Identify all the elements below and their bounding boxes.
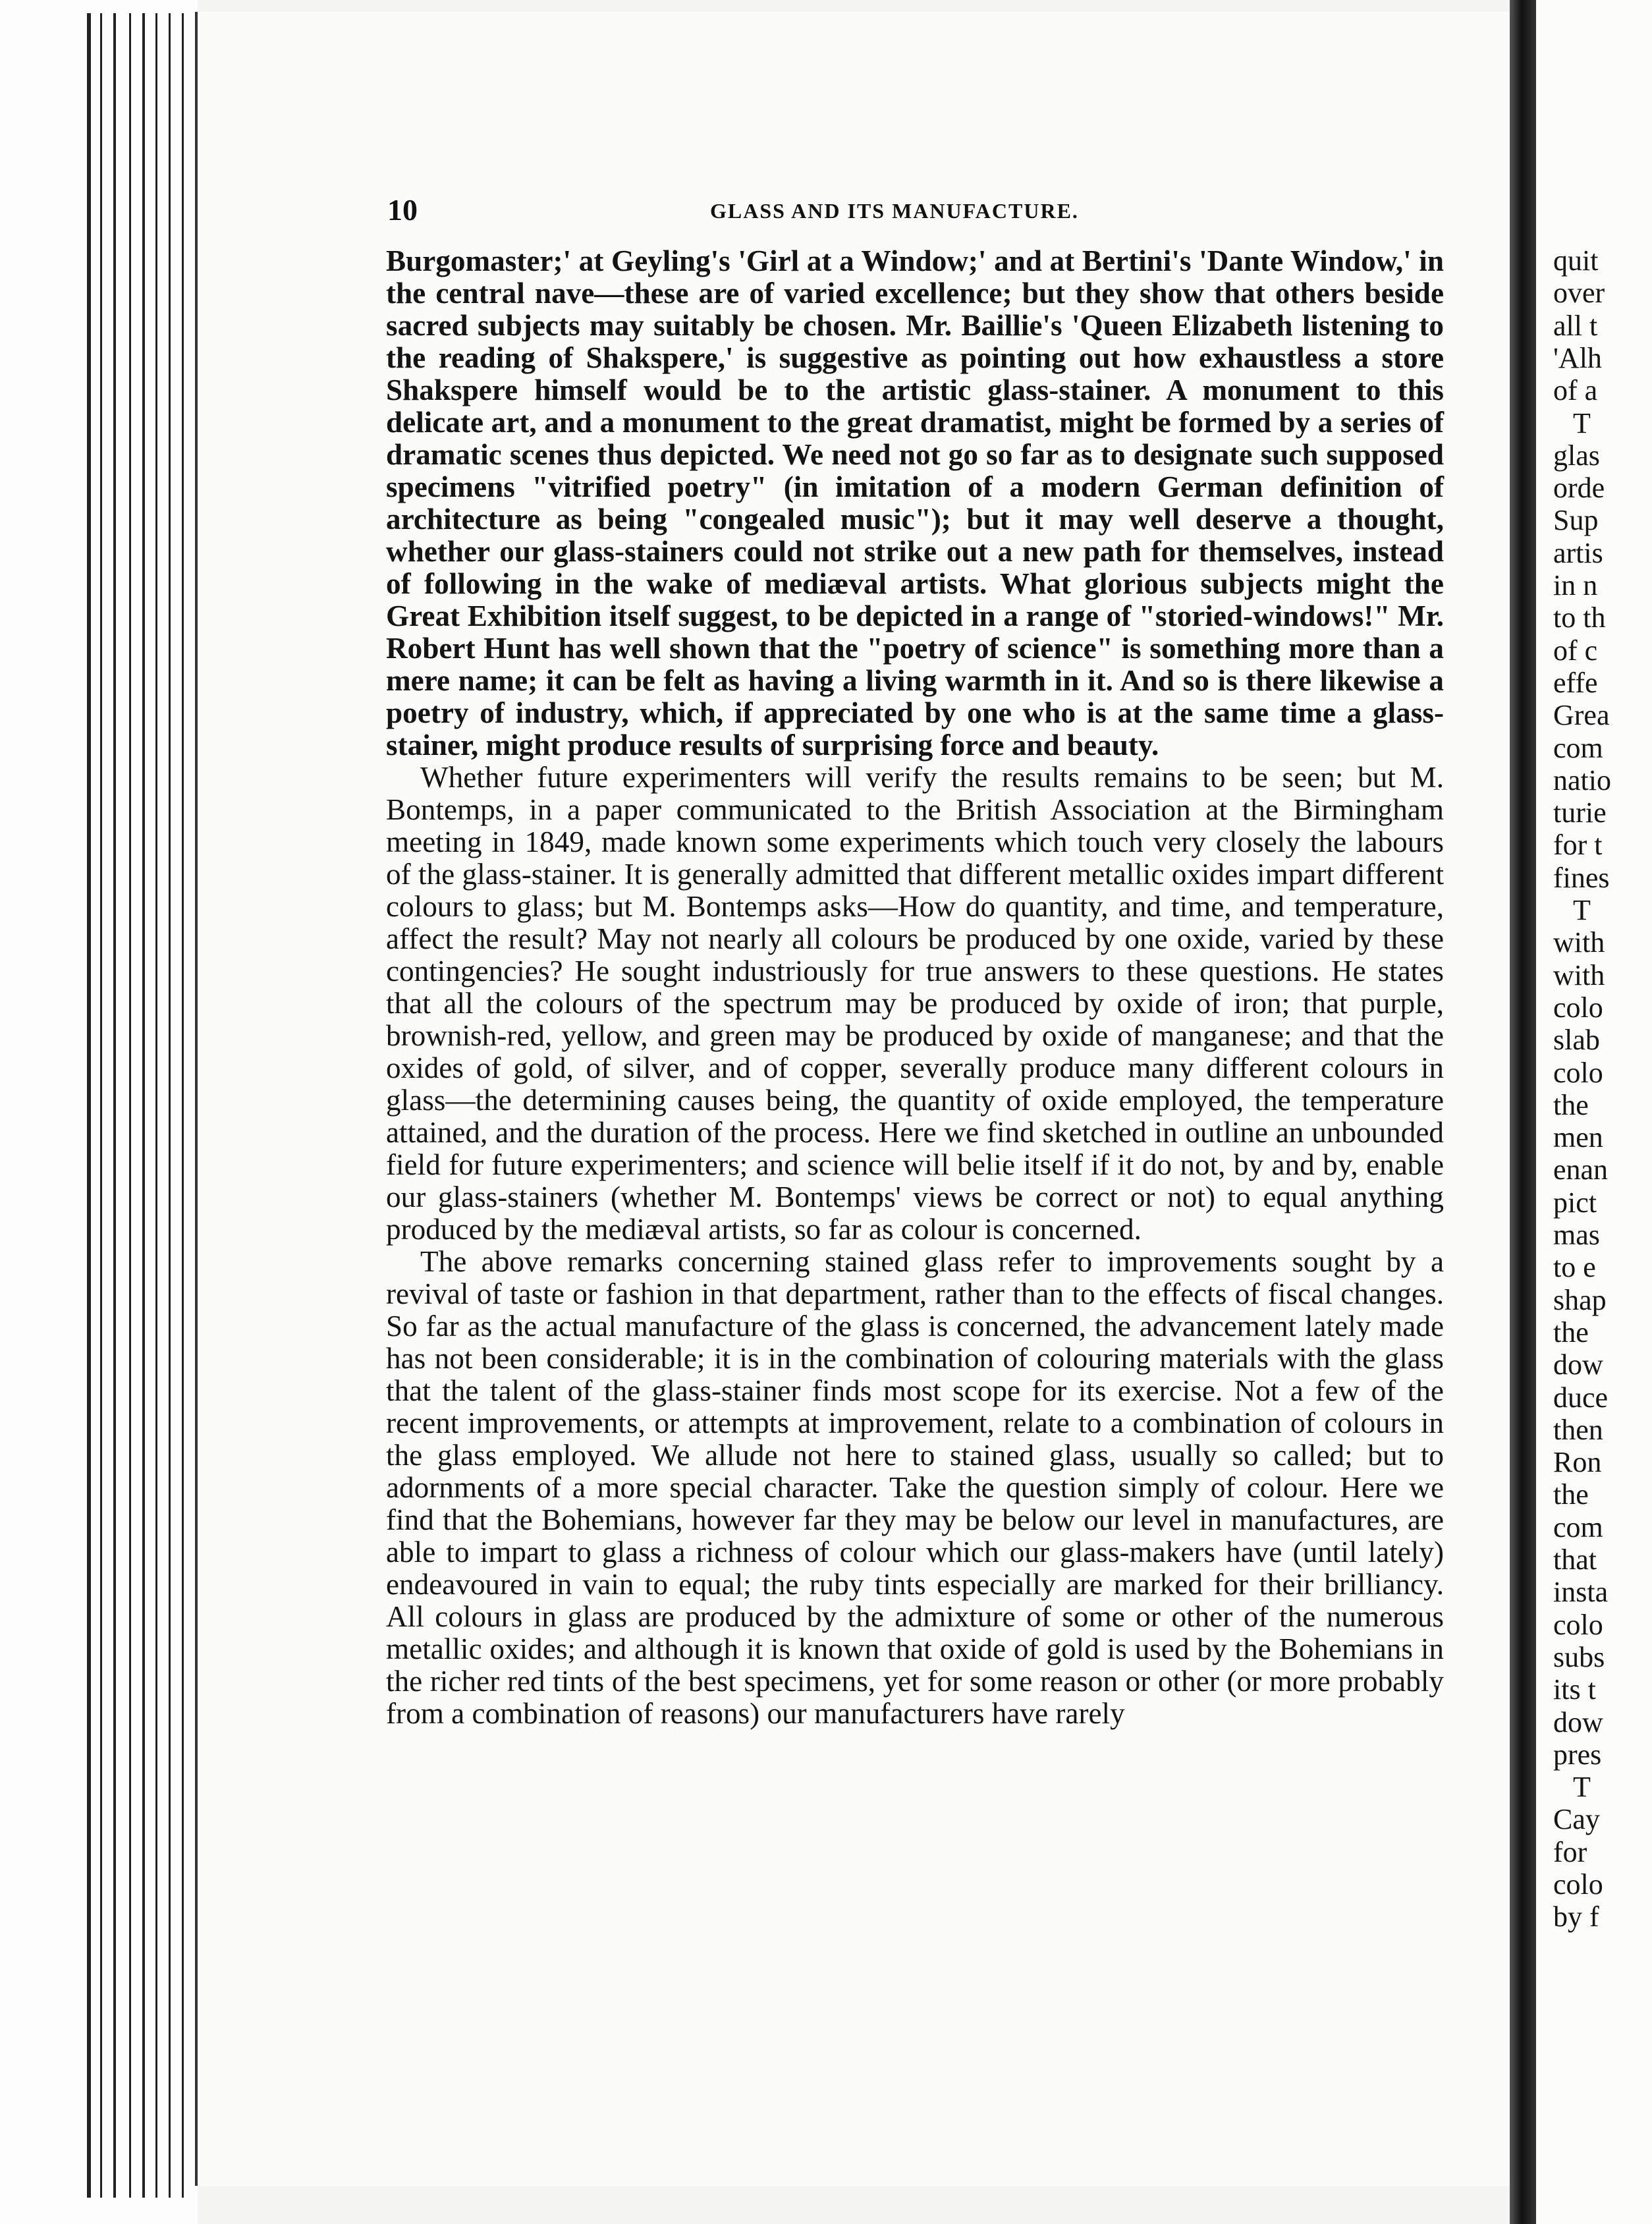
facing-page-line: slab (1553, 1024, 1600, 1057)
body-text (386, 245, 1444, 1730)
facing-page-line: shap (1553, 1283, 1607, 1316)
page-header (387, 192, 1444, 232)
facing-page-line: for t (1553, 829, 1603, 862)
facing-page-line: the (1553, 1316, 1589, 1348)
facing-page-line: by f (1553, 1901, 1599, 1933)
facing-page (1536, 0, 1652, 2224)
facing-page-line: T (1573, 1771, 1591, 1804)
facing-page-line: com (1553, 731, 1603, 764)
facing-page-line: pres (1553, 1738, 1602, 1771)
facing-page-line: quit (1553, 244, 1599, 277)
page-edges (0, 0, 198, 2224)
facing-page-line: mas (1553, 1219, 1600, 1251)
page-edge-line (182, 13, 184, 2198)
facing-page-line: orde (1553, 472, 1605, 505)
facing-page-line: of a (1553, 374, 1598, 407)
facing-page-line: the (1553, 1088, 1589, 1121)
facing-page-line: turie (1553, 796, 1607, 829)
facing-page-line: Ron (1553, 1446, 1602, 1479)
facing-page-line: over (1553, 277, 1605, 310)
facing-page-line: with (1553, 926, 1605, 959)
running-head: GLASS AND ITS MANUFACTURE. (710, 199, 1079, 223)
facing-page-line: insta (1553, 1576, 1609, 1609)
paragraph: Whether future experimenters will verify the results remains to be seen; but M. Bontemps, in a paper communicated to the British Association at the Birmingham meeting in 1849, made known some experiments which touch very closely the labours of the glass-stainer. It is generally admitted that different metallic oxides impart different colours to glass; but M. Bontemps asks—How do quantity, and time, and temperature, affect the result? May not nearly all colours be produced by one oxide, varied by these contingencies? He sought industriously for true answers to these questions. He states that all the colours of the spectrum may be produced by oxide of iron; that purple, brownish-red, yellow, and green may be produced by oxide of manganese; and that the oxides of gold, of silver, and of copper, severally produce many different colours in glass—the determining causes being, the quantity of oxide employed, the temperature attained, and the duration of the process. Here we find sketched in outline an unbounded field for future experimenters; and science will belie itself if it do not, by and by, enable our glass-stainers (whether M. Bontemps' views be correct or not) to equal anything produced by the mediæval artists, so far as colour is concerned. (386, 761, 1444, 1246)
page-edge-line (155, 13, 157, 2198)
facing-page-line: colo (1553, 991, 1603, 1024)
facing-page-line: com (1553, 1511, 1603, 1543)
facing-page-line: of c (1553, 634, 1598, 667)
page-edge-line (100, 13, 102, 2198)
facing-page-line: Grea (1553, 699, 1610, 732)
facing-page-line: dow (1553, 1348, 1603, 1381)
facing-page-line: colo (1553, 1608, 1603, 1641)
facing-page-line: its t (1553, 1673, 1596, 1706)
page-edge-line (113, 13, 116, 2198)
facing-page-line: fines (1553, 861, 1610, 894)
page-edge-line (142, 13, 145, 2198)
facing-page-line: all t (1553, 309, 1598, 342)
facing-page-line: T (1573, 406, 1591, 439)
facing-page-line: artis (1553, 536, 1603, 569)
facing-page-line: T (1573, 894, 1591, 926)
page-number: 10 (387, 193, 418, 227)
paragraph: The above remarks concerning stained glass refer to improvements sought by a revival of taste or fashion in that department, rather than to the effects of fiscal changes. So far as the actual manufacture of the glass is concerned, the advancement lately made has not been considerable; it is in the combination of colouring materials with the glass that the talent of the glass-stainer finds most scope for its exercise. Not a few of the recent improvements, or attempts at improvement, relate to a combination of colours in the glass employed. We allude not here to stained glass, usually so called; but to adornments of a more special character. Take the question simply of colour. Here we find that the Bohemians, however far they may be below our level in manufactures, are able to impart to glass a richness of colour which our glass-makers have (until lately) endeavoured in vain to equal; the ruby tints especially are marked for their brilliancy. All colours in glass are produced by the admixture of some or other of the numerous metallic oxides; and although it is known that oxide of gold is used by the Bohemians in the richer red tints of the best specimens, yet for some reason or other (or more probably from a combination of reasons) our manufacturers have rarely (386, 1245, 1444, 1730)
facing-page-line: effe (1553, 666, 1598, 699)
facing-page-line: that (1553, 1543, 1597, 1576)
facing-page-line: the (1553, 1478, 1589, 1511)
facing-page-line: colo (1553, 1868, 1603, 1901)
facing-page-line: colo (1553, 1056, 1603, 1089)
facing-page-line: 'Alh (1553, 341, 1602, 374)
facing-page-line: in n (1553, 569, 1598, 601)
page-edge-line (169, 13, 171, 2198)
facing-page-line: subs (1553, 1640, 1605, 1673)
facing-page-line: pict (1553, 1186, 1597, 1219)
book-gutter (1510, 0, 1536, 2224)
page-edge-line (129, 13, 131, 2198)
facing-page-line: men (1553, 1121, 1603, 1154)
facing-page-line: to e (1553, 1251, 1596, 1284)
facing-page-line: enan (1553, 1154, 1609, 1186)
facing-page-line: Cay (1553, 1803, 1600, 1836)
paragraph: Burgomaster;' at Geyling's 'Girl at a Window;' and at Bertini's 'Dante Window,' in the central nave—these are of varied excellence; but they show that others beside sacred subjects may suitably be chosen. Mr. Baillie's 'Queen Elizabeth listening to the reading of Shakspere,' is suggestive as pointing out how exhaustless a store Shakspere himself would be to the artistic glass-stainer. A monument to this delicate art, and a monument to the great dramatist, might be formed by a series of dramatic scenes thus depicted. We need not go so far as to designate such supposed specimens "vitrified poetry" (in imitation of a modern German definition of architecture as being "congealed music"); but it may well deserve a thought, whether our glass-stainers could not strike out a new path for themselves, instead of following in the wake of mediæval artists. What glorious subjects might the Great Exhibition itself suggest, to be depicted in a range of "storied-windows!" Mr. Robert Hunt has well shown that the "poetry of science" is something more than a mere name; it can be felt as having a living warmth in it. And so is there likewise a poetry of industry, which, if appreciated by one who is at the same time a glass-stainer, might produce results of surprising force and beauty. (386, 244, 1444, 762)
facing-page-line: glas (1553, 439, 1600, 472)
facing-page-line: duce (1553, 1381, 1609, 1414)
page-edge-line (87, 13, 91, 2198)
facing-page-line: with (1553, 959, 1605, 991)
facing-page-line: natio (1553, 764, 1611, 796)
facing-page-line: Sup (1553, 504, 1599, 537)
facing-page-line: dow (1553, 1706, 1603, 1738)
facing-page-line: then (1553, 1413, 1603, 1446)
facing-page-line: to th (1553, 601, 1606, 634)
facing-page-line: for (1553, 1835, 1587, 1868)
